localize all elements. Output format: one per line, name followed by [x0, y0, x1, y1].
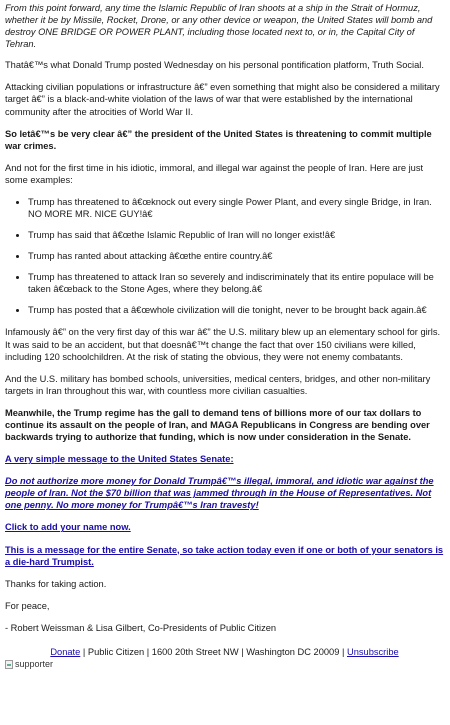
link-paragraph: [5, 521, 444, 533]
examples-list: [5, 196, 444, 317]
paragraph-bold: So letâ€™s be very clear â€” the president of the United States is threatening to commit multiple war crimes.: [5, 128, 432, 151]
add-name-link[interactable]: Click to add your name now.: [5, 522, 131, 533]
donate-link[interactable]: Donate: [50, 646, 81, 657]
list-item: • Trump has ranted about attacking â€œthe entire country.â€: [28, 250, 444, 262]
unsubscribe-link[interactable]: Unsubscribe: [346, 646, 399, 657]
list-item: • Trump has threatened to attack Iran so severely and indiscriminately that its entire populace will be taken â€œback to the Stone Ages, where they belong.â€: [28, 271, 444, 295]
quoted-post: From this point forward, any time the Islamic Republic of Iran shoots at a ship in the Strait of Hormuz, whether it be by Missile, Rocket, Drone, or any other device or weapon, the United States will bomb and destroy ONE BRIDGE OR POWER PLANT, including those located next to, or in, the Capital City of Tehran.: [5, 3, 433, 50]
list-item: • Trump has posted that a â€œwhole civilization will die tonight, never to be brought back again.â€: [28, 304, 444, 316]
paragraph: Thatâ€™s what Donald Trump posted Wednesday on his personal pontification platform, Truth Social.: [5, 60, 424, 71]
closing: For peace,: [5, 600, 50, 611]
senate-message-link[interactable]: A very simple message to the United States Senate:: [5, 454, 234, 465]
paragraph: Thanks for taking action.: [5, 578, 107, 589]
paragraph: Attacking civilian populations or infrastructure â€” even something that might also be considered a military target â€” is a black-and-white violation of the laws of war that were established by the international community after the atrocities of World War II.: [5, 82, 440, 117]
paragraph: And the U.S. military has bombed schools, universities, medical centers, bridges, and other non-military targets in Iran throughout this war, with countless more civilian casualties.: [5, 373, 431, 396]
footer: [5, 646, 444, 658]
footer-address: | Public Citizen | 1600 20th Street NW | Washington DC 20009 |: [80, 646, 347, 657]
petition-text-link[interactable]: Do not authorize more money for Donald Trumpâ€™s illegal, immoral, and idiotic war against the people of Iran. Not the $70 billion that was jammed through in the House of Representatives. Not one penny. No more money for Trumpâ€™s Iran travesty!: [5, 476, 434, 511]
list-item: • Trump has threatened to â€œknock out every single Power Plant, and every single Bridge, in Iran. NO MORE MR. NICE GUY!â€: [28, 196, 444, 220]
link-paragraph: [5, 453, 444, 465]
broken-image-icon: [5, 660, 13, 669]
image-alt-text: supporter: [15, 658, 54, 669]
signature: - Robert Weissman & Lisa Gilbert, Co-Presidents of Public Citizen: [5, 622, 277, 633]
link-paragraph: [5, 475, 444, 511]
list-item: • Trump has said that â€œthe Islamic Republic of Iran will no longer exist!â€: [28, 229, 444, 241]
paragraph: And not for the first time in his idiotic, immoral, and illegal war against the people of Iran. Here are just some examples:: [5, 162, 424, 185]
link-paragraph: [5, 544, 444, 568]
supporter-image: [5, 659, 444, 671]
paragraph-bold: Meanwhile, the Trump regime has the gall to demand tens of billions more of our tax dollars to continue its assault on the people of Iran, and MAGA Republicans in Congress are bending over backwards trying to authorize that funding, which is now under consideration in the Senate.: [5, 407, 430, 443]
paragraph: Infamously â€” on the very first day of this war â€” the U.S. military blew up an elementary school for girls. It was said to be an accident, but that doesnâ€™t change the fact that over 150 civilians were killed, including 120 schoolchildren. At the risk of stating the obvious, they were not enemy combatants.: [5, 327, 441, 362]
entire-senate-link[interactable]: This is a message for the entire Senate, so take action today even if one or both of your senators is a die-hard Trumpist.: [5, 544, 444, 567]
